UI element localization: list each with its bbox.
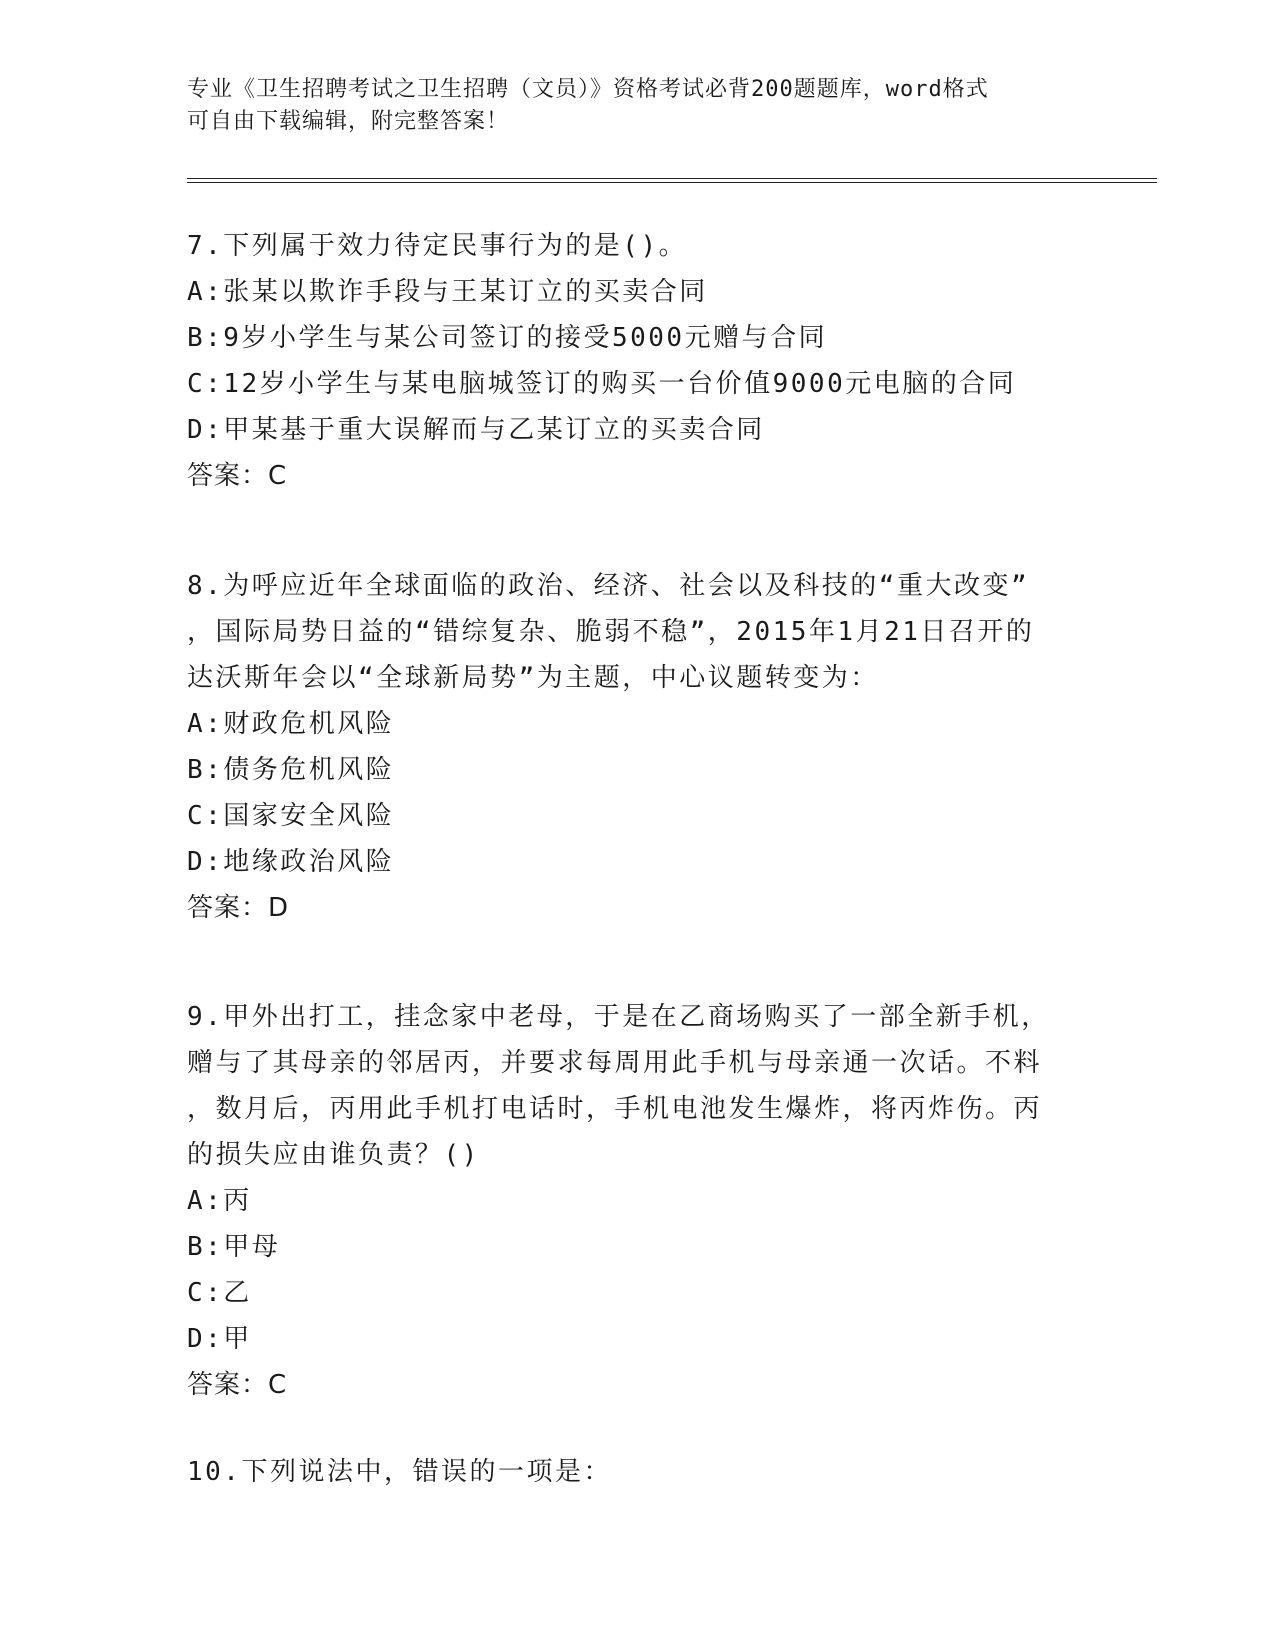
option-d: D:地缘政治风险 [187,847,395,877]
option-c: C:12岁小学生与某电脑城签订的购买一台价值9000元电脑的合同 [187,369,1017,399]
header-divider [187,178,1157,183]
answer-label: 答案：C [187,1370,288,1400]
option-c: C:国家安全风险 [187,801,395,831]
question-9 [187,994,1087,1408]
question-text: ，数月后，丙用此手机打电话时，手机电池发生爆炸，将丙炸伤。丙 [187,1094,1043,1124]
question-text: 赠与了其母亲的邻居丙，并要求每周用此手机与母亲通一次话。不料 [187,1048,1043,1078]
option-a: A:张某以欺诈手段与王某订立的买卖合同 [187,277,708,307]
answer-label: 答案：D [187,893,290,923]
header-line-2: 可自由下载编辑，附完整答案！ [187,109,510,134]
option-b: B:债务危机风险 [187,755,395,785]
question-text: 9.甲外出打工，挂念家中老母，于是在乙商场购买了一部全新手机， [187,1002,1050,1032]
option-a: A:财政危机风险 [187,709,395,739]
question-text: 8.为呼应近年全球面临的政治、经济、社会以及科技的“重大改变” [187,571,1030,601]
option-b: B:9岁小学生与某公司签订的接受5000元赠与合同 [187,323,828,353]
option-d: D:甲某基于重大误解而与乙某订立的买卖合同 [187,415,765,445]
document-header [187,74,1067,138]
option-b: B:甲母 [187,1232,281,1262]
question-text: 7.下列属于效力待定民事行为的是()。 [187,231,688,261]
question-text: 达沃斯年会以“全球新局势”为主题，中心议题转变为： [187,663,879,693]
option-a: A:丙 [187,1186,252,1216]
answer-label: 答案：C [187,461,288,491]
question-8 [187,563,1087,931]
option-d: D:甲 [187,1324,252,1354]
question-7 [187,223,1087,499]
header-line-1: 专业《卫生招聘考试之卫生招聘（文员）》资格考试必背200题题库，word格式 [187,77,989,102]
question-10 [187,1449,1087,1495]
option-c: C:乙 [187,1278,252,1308]
question-text: 10.下列说法中，错误的一项是： [187,1457,612,1487]
question-text: ，国际局势日益的“错综复杂、脆弱不稳”，2015年1月21日召开的 [187,617,1035,647]
question-text: 的损失应由谁负责？() [187,1140,480,1170]
